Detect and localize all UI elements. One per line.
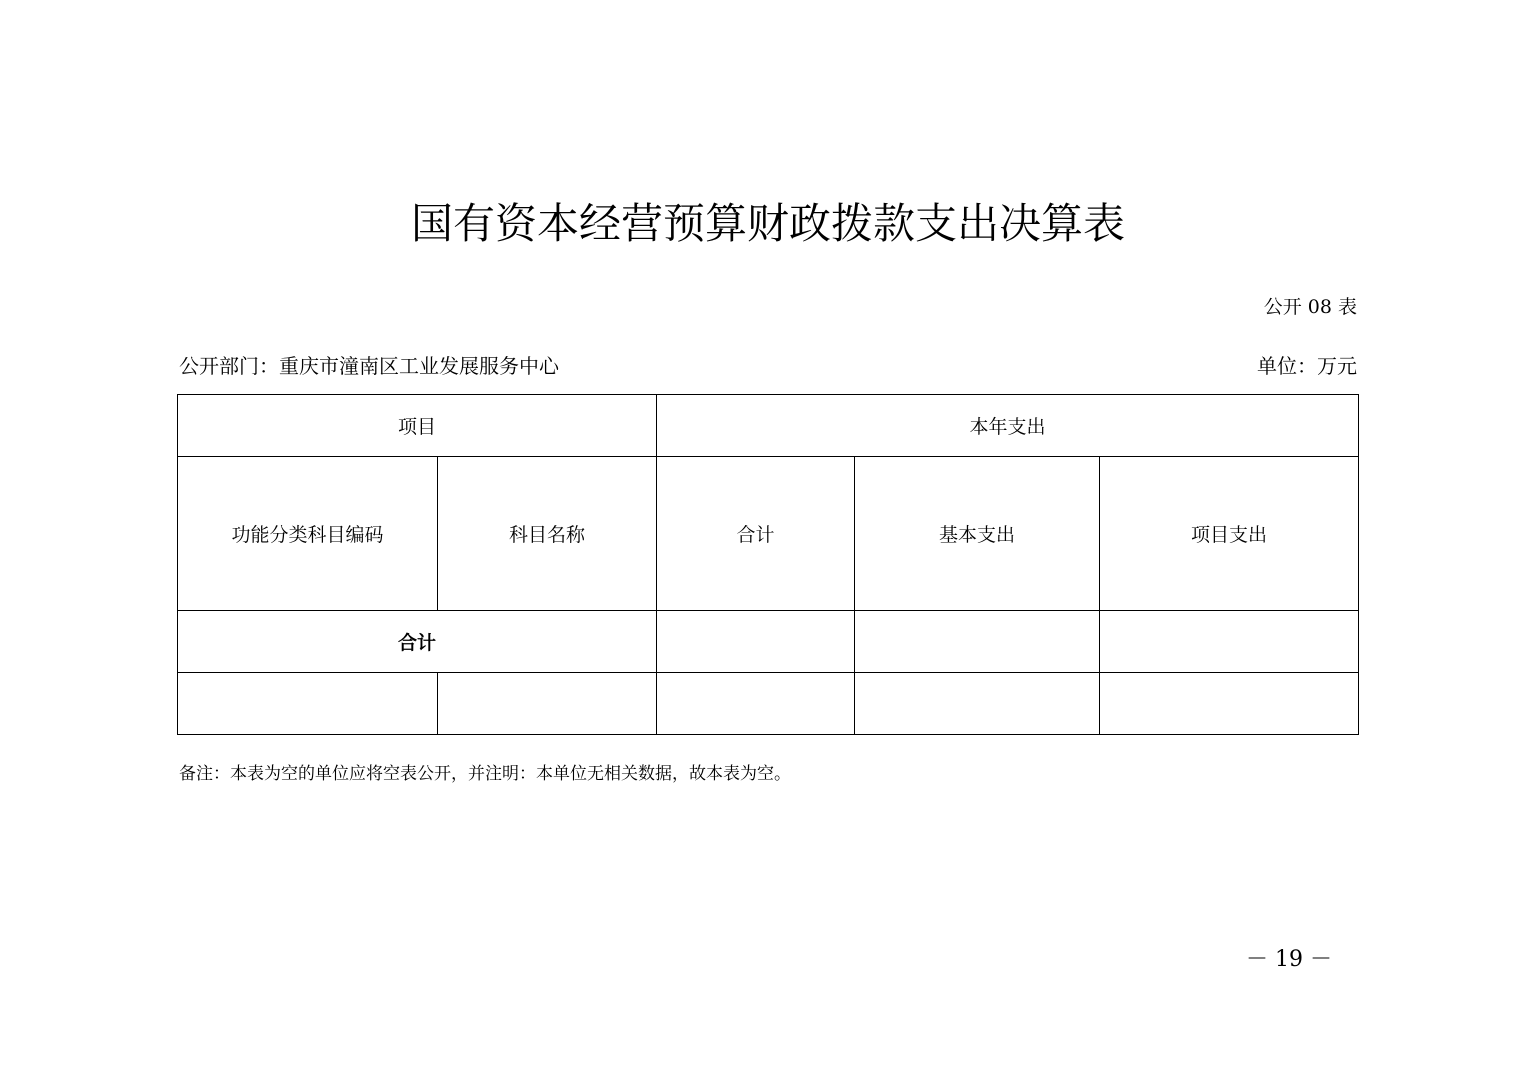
table-cell — [1100, 673, 1359, 735]
col-header-basic: 基本支出 — [855, 457, 1100, 611]
table-cell — [855, 673, 1100, 735]
form-code-suffix: 表 — [1337, 296, 1357, 318]
expenditure-table — [177, 394, 1359, 735]
footnote: 备注：本表为空的单位应将空表公开，并注明：本单位无相关数据，故本表为空。 — [179, 764, 791, 784]
table-header-row — [178, 395, 1359, 457]
table-row — [178, 673, 1359, 735]
page-title: 国有资本经营预算财政拨款支出决算表 — [410, 199, 1125, 248]
page-number: － 19 － — [1246, 947, 1332, 972]
total-cell — [657, 611, 855, 673]
form-code — [1264, 294, 1357, 320]
meta-row — [179, 352, 1357, 380]
col-header-total: 合计 — [657, 457, 855, 611]
table-subheader-row — [178, 457, 1359, 611]
total-row-label: 合计 — [178, 611, 657, 673]
header-current-year: 本年支出 — [657, 395, 1359, 457]
table-cell — [657, 673, 855, 735]
form-code-prefix: 公开 — [1263, 296, 1302, 318]
col-header-code: 功能分类科目编码 — [178, 457, 438, 611]
col-header-name: 科目名称 — [438, 457, 657, 611]
col-header-project: 项目支出 — [1100, 457, 1359, 611]
total-cell — [855, 611, 1100, 673]
table-cell — [438, 673, 657, 735]
header-project: 项目 — [178, 395, 657, 457]
table-cell — [178, 673, 438, 735]
form-code-number: 08 — [1307, 296, 1332, 318]
unit-label: 单位：万元 — [1257, 354, 1357, 378]
table-total-row — [178, 611, 1359, 673]
department-label: 公开部门：重庆市潼南区工业发展服务中心 — [179, 354, 559, 378]
total-cell — [1100, 611, 1359, 673]
